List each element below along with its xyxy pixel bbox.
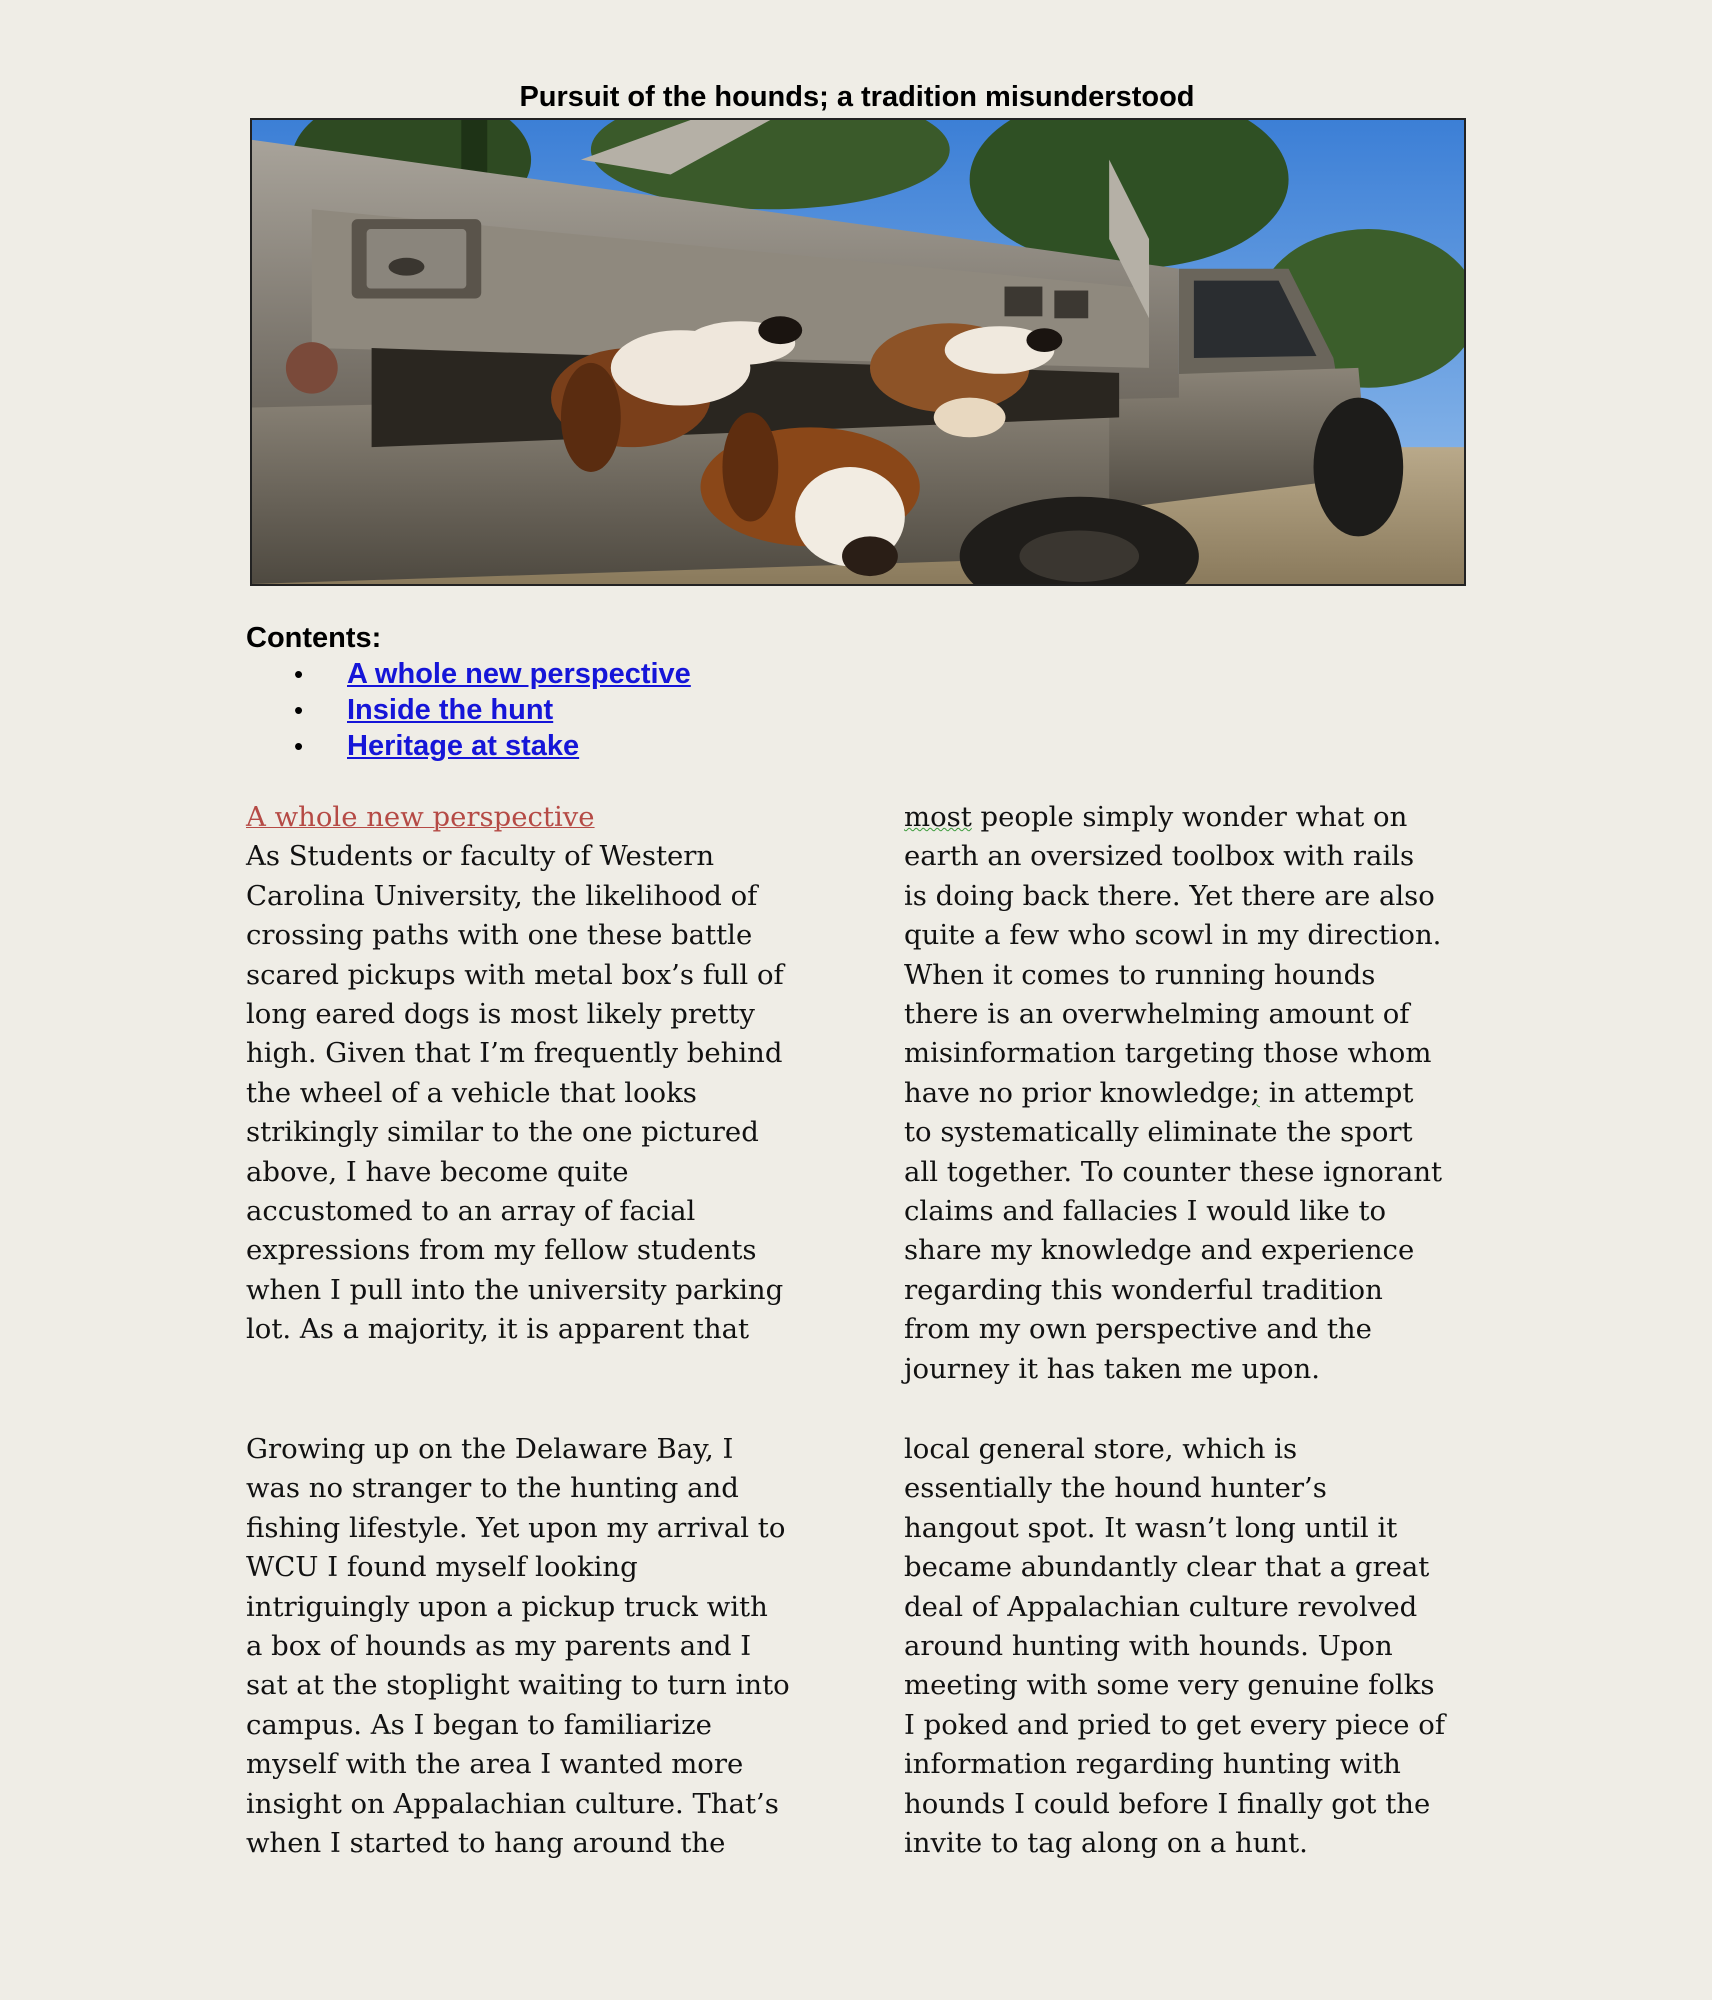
- paragraph-line: high. Given that I’m frequently behind: [246, 1037, 783, 1070]
- paragraph-line: deal of Appalachian culture revolved: [904, 1590, 1418, 1623]
- photo-illustration: [252, 120, 1464, 584]
- paragraph-line: long eared dogs is most likely pretty: [246, 998, 755, 1031]
- paragraph-line: expressions from my fellow students: [246, 1234, 757, 1267]
- paragraph-line: journey it has taken me upon.: [904, 1352, 1321, 1385]
- paragraph-line: when I started to hang around the: [246, 1827, 726, 1860]
- paragraph-line: fishing lifestyle. Yet upon my arrival to: [246, 1511, 786, 1544]
- paragraph-line: accustomed to an array of facial: [246, 1195, 696, 1228]
- paragraph-line: intriguingly upon a pickup truck with: [246, 1590, 768, 1623]
- spellcheck-word: most: [904, 801, 972, 833]
- section2-column-right: [904, 1430, 1474, 1863]
- paragraph-line: myself with the area I wanted more: [246, 1748, 744, 1781]
- bullet: •: [294, 659, 304, 689]
- paragraph-line: [904, 798, 1474, 837]
- toc-link-heritage-at-stake[interactable]: Heritage at stake: [347, 730, 580, 762]
- paragraph-line: when I pull into the university parking: [246, 1273, 784, 1306]
- line-text: in attempt: [1259, 1076, 1414, 1109]
- paragraph-line: I poked and pried to get every piece of: [904, 1708, 1446, 1741]
- paragraph-line: hounds I could before I finally got the: [904, 1787, 1431, 1820]
- paragraph-line: around hunting with hounds. Upon: [904, 1630, 1393, 1663]
- paragraph-line: a box of hounds as my parents and I: [246, 1630, 752, 1663]
- paragraph-line: from my own perspective and the: [904, 1313, 1372, 1346]
- toc-item-heritage-at-stake: [246, 728, 691, 764]
- paragraph-line: above, I have become quite: [246, 1155, 629, 1188]
- paragraph-line: campus. As I began to familiarize: [246, 1708, 712, 1741]
- paragraph-line: earth an oversized toolbox with rails: [904, 840, 1415, 873]
- paragraph-line: As Students or faculty of Western: [246, 840, 715, 873]
- paragraph-line: [904, 1074, 1474, 1113]
- paragraph-line: the wheel of a vehicle that looks: [246, 1076, 697, 1109]
- paragraph-line: misinformation targeting those whom: [904, 1037, 1432, 1070]
- paragraph-line: strikingly similar to the one pictured: [246, 1116, 759, 1149]
- hounds-truck-photo: [250, 118, 1466, 586]
- grammar-mark: ;: [1250, 1076, 1260, 1109]
- paragraph-line: share my knowledge and experience: [904, 1234, 1415, 1267]
- paragraph-line: regarding this wonderful tradition: [904, 1273, 1383, 1306]
- bullet: •: [294, 731, 304, 761]
- section-heading-whole-new-perspective: A whole new perspective: [246, 801, 595, 833]
- toc-item-inside-the-hunt: [246, 692, 691, 728]
- paragraph-line: scared pickups with metal box’s full of: [246, 958, 784, 991]
- paragraph-line: is doing back there. Yet there are also: [904, 879, 1435, 912]
- table-of-contents: [246, 656, 691, 764]
- paragraph-line: local general store, which is: [904, 1433, 1298, 1465]
- paragraph-line: became abundantly clear that a great: [904, 1551, 1430, 1584]
- paragraph-line: there is an overwhelming amount of: [904, 998, 1410, 1031]
- toc-link-whole-new-perspective[interactable]: A whole new perspective: [347, 658, 691, 690]
- paragraph-line: all together. To counter these ignorant: [904, 1155, 1443, 1188]
- section2-column-left: [246, 1430, 816, 1863]
- section1-column-left: [246, 798, 816, 1350]
- paragraph-line: crossing paths with one these battle: [246, 919, 753, 952]
- toc-item-whole-new-perspective: [246, 656, 691, 692]
- paragraph-line: hangout spot. It wasn’t long until it: [904, 1511, 1398, 1544]
- paragraph-line: was no stranger to the hunting and: [246, 1472, 739, 1505]
- contents-heading: Contents:: [246, 622, 382, 654]
- paragraph-line: essentially the hound hunter’s: [904, 1472, 1327, 1505]
- section1-column-right: [904, 798, 1474, 1389]
- paragraph-line: to systematically eliminate the sport: [904, 1116, 1413, 1149]
- paragraph-line: lot. As a majority, it is apparent that: [246, 1313, 750, 1346]
- paragraph-line: Carolina University, the likelihood of: [246, 879, 758, 912]
- paragraph-line: insight on Appalachian culture. That’s: [246, 1787, 779, 1820]
- paragraph-line: meeting with some very genuine folks: [904, 1669, 1435, 1702]
- bullet: •: [294, 695, 304, 725]
- paragraph-line: WCU I found myself looking: [246, 1551, 638, 1584]
- paragraph-line: claims and fallacies I would like to: [904, 1195, 1387, 1228]
- paragraph-line: Growing up on the Delaware Bay, I: [246, 1433, 734, 1465]
- paragraph-line: sat at the stoplight waiting to turn into: [246, 1669, 790, 1702]
- line-text: have no prior knowledge: [904, 1076, 1251, 1109]
- line-text: people simply wonder what on: [971, 801, 1408, 833]
- document-title: Pursuit of the hounds; a tradition misunderstood: [519, 81, 1195, 113]
- paragraph-line: information regarding hunting with: [904, 1748, 1401, 1781]
- paragraph-line: invite to tag along on a hunt.: [904, 1827, 1308, 1860]
- paragraph-line: quite a few who scowl in my direction.: [904, 919, 1442, 952]
- toc-link-inside-the-hunt[interactable]: Inside the hunt: [347, 694, 554, 726]
- paragraph-line: When it comes to running hounds: [904, 958, 1376, 991]
